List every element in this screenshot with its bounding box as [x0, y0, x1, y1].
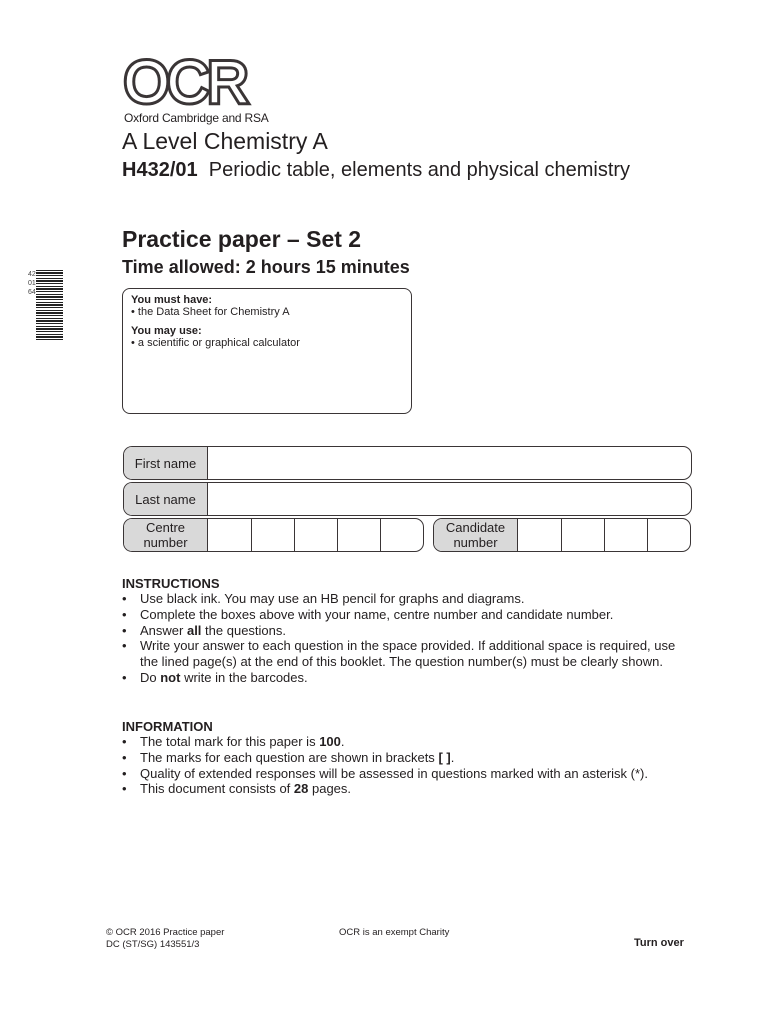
- unit-title: Periodic table, elements and physical chemistry: [208, 159, 631, 181]
- must-have-item: • the Data Sheet for Chemistry A: [131, 306, 290, 318]
- time-allowed: Time allowed: 2 hours 15 minutes: [122, 257, 410, 277]
- centre-digit-box[interactable]: [207, 519, 251, 551]
- logo-text: OCR: [124, 50, 247, 115]
- centre-digit-box[interactable]: [337, 519, 381, 551]
- barcode-digits: 420164: [28, 271, 36, 296]
- list-item: • Use black ink. You may use an HB pencil for graphs and diagrams.: [122, 591, 692, 607]
- list-item: • Complete the boxes above with your name, centre number and candidate number.: [122, 607, 692, 623]
- ocr-logo: [124, 50, 269, 125]
- centre-digit-box[interactable]: [251, 519, 295, 551]
- document-code: DC (ST/SG) 143551/3: [106, 939, 200, 950]
- candidate-digit-box[interactable]: [517, 519, 561, 551]
- unit-code: H432/01: [122, 159, 198, 181]
- list-item: • Answer all the questions.: [122, 623, 692, 639]
- may-use-item: • a scientific or graphical calculator: [131, 337, 300, 349]
- barcode: [36, 270, 63, 342]
- may-use-heading: You may use:: [131, 325, 202, 337]
- list-item: • Do not write in the barcodes.: [122, 670, 692, 686]
- unit-line: [122, 157, 642, 183]
- must-have-heading: You must have:: [131, 294, 213, 306]
- charity-text: OCR is an exempt Charity: [339, 927, 450, 938]
- information-list: [122, 734, 682, 797]
- equipment-box: [122, 288, 412, 414]
- candidate-number-field[interactable]: [433, 518, 691, 552]
- last-name-field[interactable]: [123, 482, 692, 516]
- qualification-title: A Level Chemistry A: [122, 128, 328, 154]
- candidate-digit-box[interactable]: [647, 519, 691, 551]
- list-item: • Quality of extended responses will be assessed in questions marked with an asterisk (*).: [122, 766, 682, 782]
- information-heading: INFORMATION: [122, 719, 213, 734]
- list-item: • Write your answer to each question in the space provided. If additional space is required, use the lined page(s) at the end of this booklet. The question number(s) must be clearly shown.: [122, 638, 692, 670]
- candidate-number-label: Candidate number: [434, 519, 518, 551]
- logo-subtitle: Oxford Cambridge and RSA: [124, 111, 269, 125]
- instructions-list: [122, 591, 692, 686]
- footer-left: [106, 927, 224, 951]
- centre-number-field[interactable]: [123, 518, 424, 552]
- centre-number-label: Centre number: [124, 519, 208, 551]
- candidate-digit-box[interactable]: [604, 519, 648, 551]
- centre-digit-box[interactable]: [294, 519, 338, 551]
- list-item: • The marks for each question are shown in brackets [ ].: [122, 750, 682, 766]
- instructions-heading: INSTRUCTIONS: [122, 576, 220, 591]
- turn-over-text: Turn over: [634, 937, 684, 949]
- last-name-label: Last name: [124, 483, 208, 515]
- instructions-section: [122, 576, 692, 686]
- centre-digit-box[interactable]: [380, 519, 424, 551]
- first-name-field[interactable]: [123, 446, 692, 480]
- candidate-digit-box[interactable]: [561, 519, 605, 551]
- first-name-label: First name: [124, 447, 208, 479]
- list-item: • The total mark for this paper is 100.: [122, 734, 682, 750]
- list-item: • This document consists of 28 pages.: [122, 781, 682, 797]
- copyright-text: © OCR 2016 Practice paper: [106, 927, 225, 938]
- information-section: [122, 719, 682, 797]
- paper-title: Practice paper – Set 2: [122, 226, 362, 252]
